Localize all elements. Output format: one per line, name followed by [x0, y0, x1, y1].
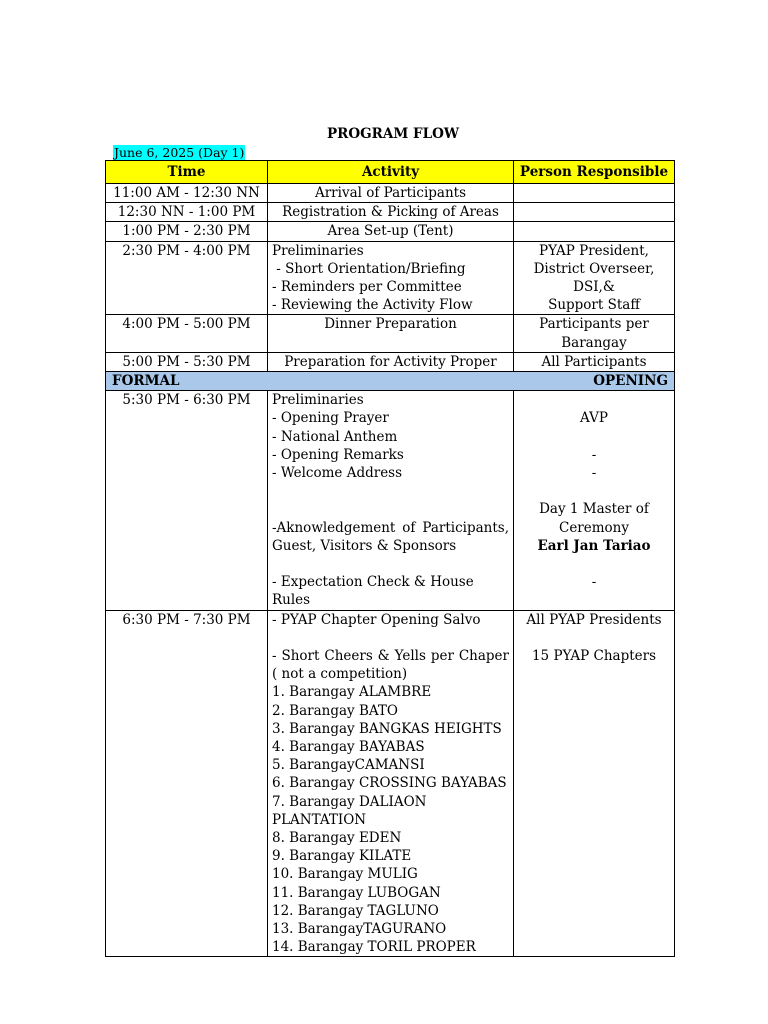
program-flow-table [105, 160, 675, 957]
activity-line: - Reviewing the Activity Flow [272, 297, 473, 314]
table-row [106, 203, 675, 222]
list-item: 13. BarangayTAGURANO [272, 921, 447, 938]
document-title: PROGRAM FLOW [327, 126, 459, 142]
person-line: 15 PYAP Chapters [531, 648, 657, 665]
person-line: - [591, 465, 597, 482]
activity-line: - Short Orientation/Briefing [272, 260, 466, 277]
person-cell [514, 610, 675, 957]
list-item: 12. Barangay TAGLUNO [272, 902, 439, 919]
table-row [106, 352, 675, 371]
list-item: 5. BarangayCAMANSI [272, 757, 425, 774]
section-bar [106, 372, 675, 391]
person-cell [514, 184, 675, 203]
person-cell [514, 222, 675, 241]
table-row [106, 241, 675, 315]
activity-line: - National Anthem [272, 428, 398, 445]
person-line: PYAP President, [539, 242, 649, 259]
header-time: Time [106, 161, 268, 184]
list-item: 7. Barangay DALIAON PLANTATION [272, 793, 427, 828]
time-cell: 12:30 NN - 1:00 PM [106, 203, 268, 222]
activity-line: - Expectation Check & House Rules [272, 574, 474, 609]
list-item: 3. Barangay BANGKAS HEIGHTS [272, 720, 502, 737]
person-line: Barangay [561, 334, 627, 351]
table-row [106, 184, 675, 203]
list-item: 8. Barangay EDEN [272, 830, 402, 847]
time-cell: 5:00 PM - 5:30 PM [106, 352, 268, 371]
header-activity: Activity [268, 161, 514, 184]
list-item: 1. Barangay ALAMBRE [272, 684, 432, 701]
section-bar-right: OPENING [593, 373, 668, 390]
activity-line [272, 555, 509, 573]
activity-line: Preliminaries [272, 242, 364, 259]
activity-cell: Arrival of Participants [268, 184, 514, 203]
table-row [106, 391, 675, 610]
table-row [106, 610, 675, 957]
list-item: 2. Barangay BATO [272, 702, 398, 719]
activity-line [272, 500, 509, 518]
list-item: 4. Barangay BAYABAS [272, 739, 425, 756]
barangay-list [272, 683, 509, 956]
activity-cell [268, 241, 514, 315]
activity-cell: Dinner Preparation [268, 315, 514, 352]
activity-line: - Short Cheers & Yells per Chaper ( not a competition) [272, 648, 509, 683]
section-bar-left: FORMAL [112, 373, 180, 390]
table-row [106, 315, 675, 352]
time-cell: 6:30 PM - 7:30 PM [106, 610, 268, 957]
list-item: 14. Barangay TORIL PROPER [272, 939, 476, 956]
person-cell [514, 241, 675, 315]
person-line [518, 629, 670, 647]
person-line: All PYAP Presidents [526, 611, 662, 628]
person-line: Ceremony [558, 519, 629, 536]
time-cell: 11:00 AM - 12:30 NN [106, 184, 268, 203]
activity-line: Preliminaries [272, 392, 364, 409]
header-person: Person Responsible [514, 161, 675, 184]
list-item: 10. Barangay MULIG [272, 866, 418, 883]
master-of-ceremony-name: Earl Jan Tariao [537, 537, 651, 554]
activity-cell: Preparation for Activity Proper [268, 352, 514, 371]
person-line: - [591, 446, 597, 463]
activity-cell: Registration & Picking of Areas [268, 203, 514, 222]
list-item: 6. Barangay CROSSING BAYABAS [272, 775, 507, 792]
activity-line [272, 629, 509, 647]
person-line: District Overseer, DSI,& [533, 260, 655, 296]
person-cell [514, 315, 675, 352]
activity-line: - PYAP Chapter Opening Salvo [272, 611, 481, 628]
time-cell: 4:00 PM - 5:00 PM [106, 315, 268, 352]
activity-line: - Reminders per Committee [272, 279, 462, 296]
person-line [518, 555, 670, 573]
person-cell [514, 391, 675, 610]
person-cell [514, 203, 675, 222]
person-cell: All Participants [514, 352, 675, 371]
time-cell: 5:30 PM - 6:30 PM [106, 391, 268, 610]
activity-cell [268, 610, 514, 957]
time-cell: 2:30 PM - 4:00 PM [106, 241, 268, 315]
person-line: Participants per [539, 316, 649, 333]
activity-cell: Area Set-up (Tent) [268, 222, 514, 241]
person-line: Day 1 Master of [539, 501, 649, 518]
person-line: AVP [580, 410, 608, 427]
time-cell: 1:00 PM - 2:30 PM [106, 222, 268, 241]
activity-line [272, 482, 509, 500]
list-item: 9. Barangay KILATE [272, 848, 412, 865]
activity-cell [268, 391, 514, 610]
person-line [518, 391, 670, 409]
table-row [106, 222, 675, 241]
activity-line: - Opening Prayer [272, 410, 389, 427]
activity-line: - Opening Remarks [272, 446, 404, 463]
activity-line: - Welcome Address [272, 465, 403, 482]
header-row [106, 161, 675, 184]
person-line [518, 482, 670, 500]
list-item: 11. Barangay LUBOGAN [272, 884, 441, 901]
person-line: - [591, 574, 597, 591]
person-line [518, 428, 670, 446]
activity-line: -Aknowledgement of Participants, Guest, Visitors & Sponsors [272, 519, 509, 554]
date-label: June 6, 2025 (Day 1) [114, 145, 245, 160]
person-line: Support Staff [548, 297, 640, 314]
